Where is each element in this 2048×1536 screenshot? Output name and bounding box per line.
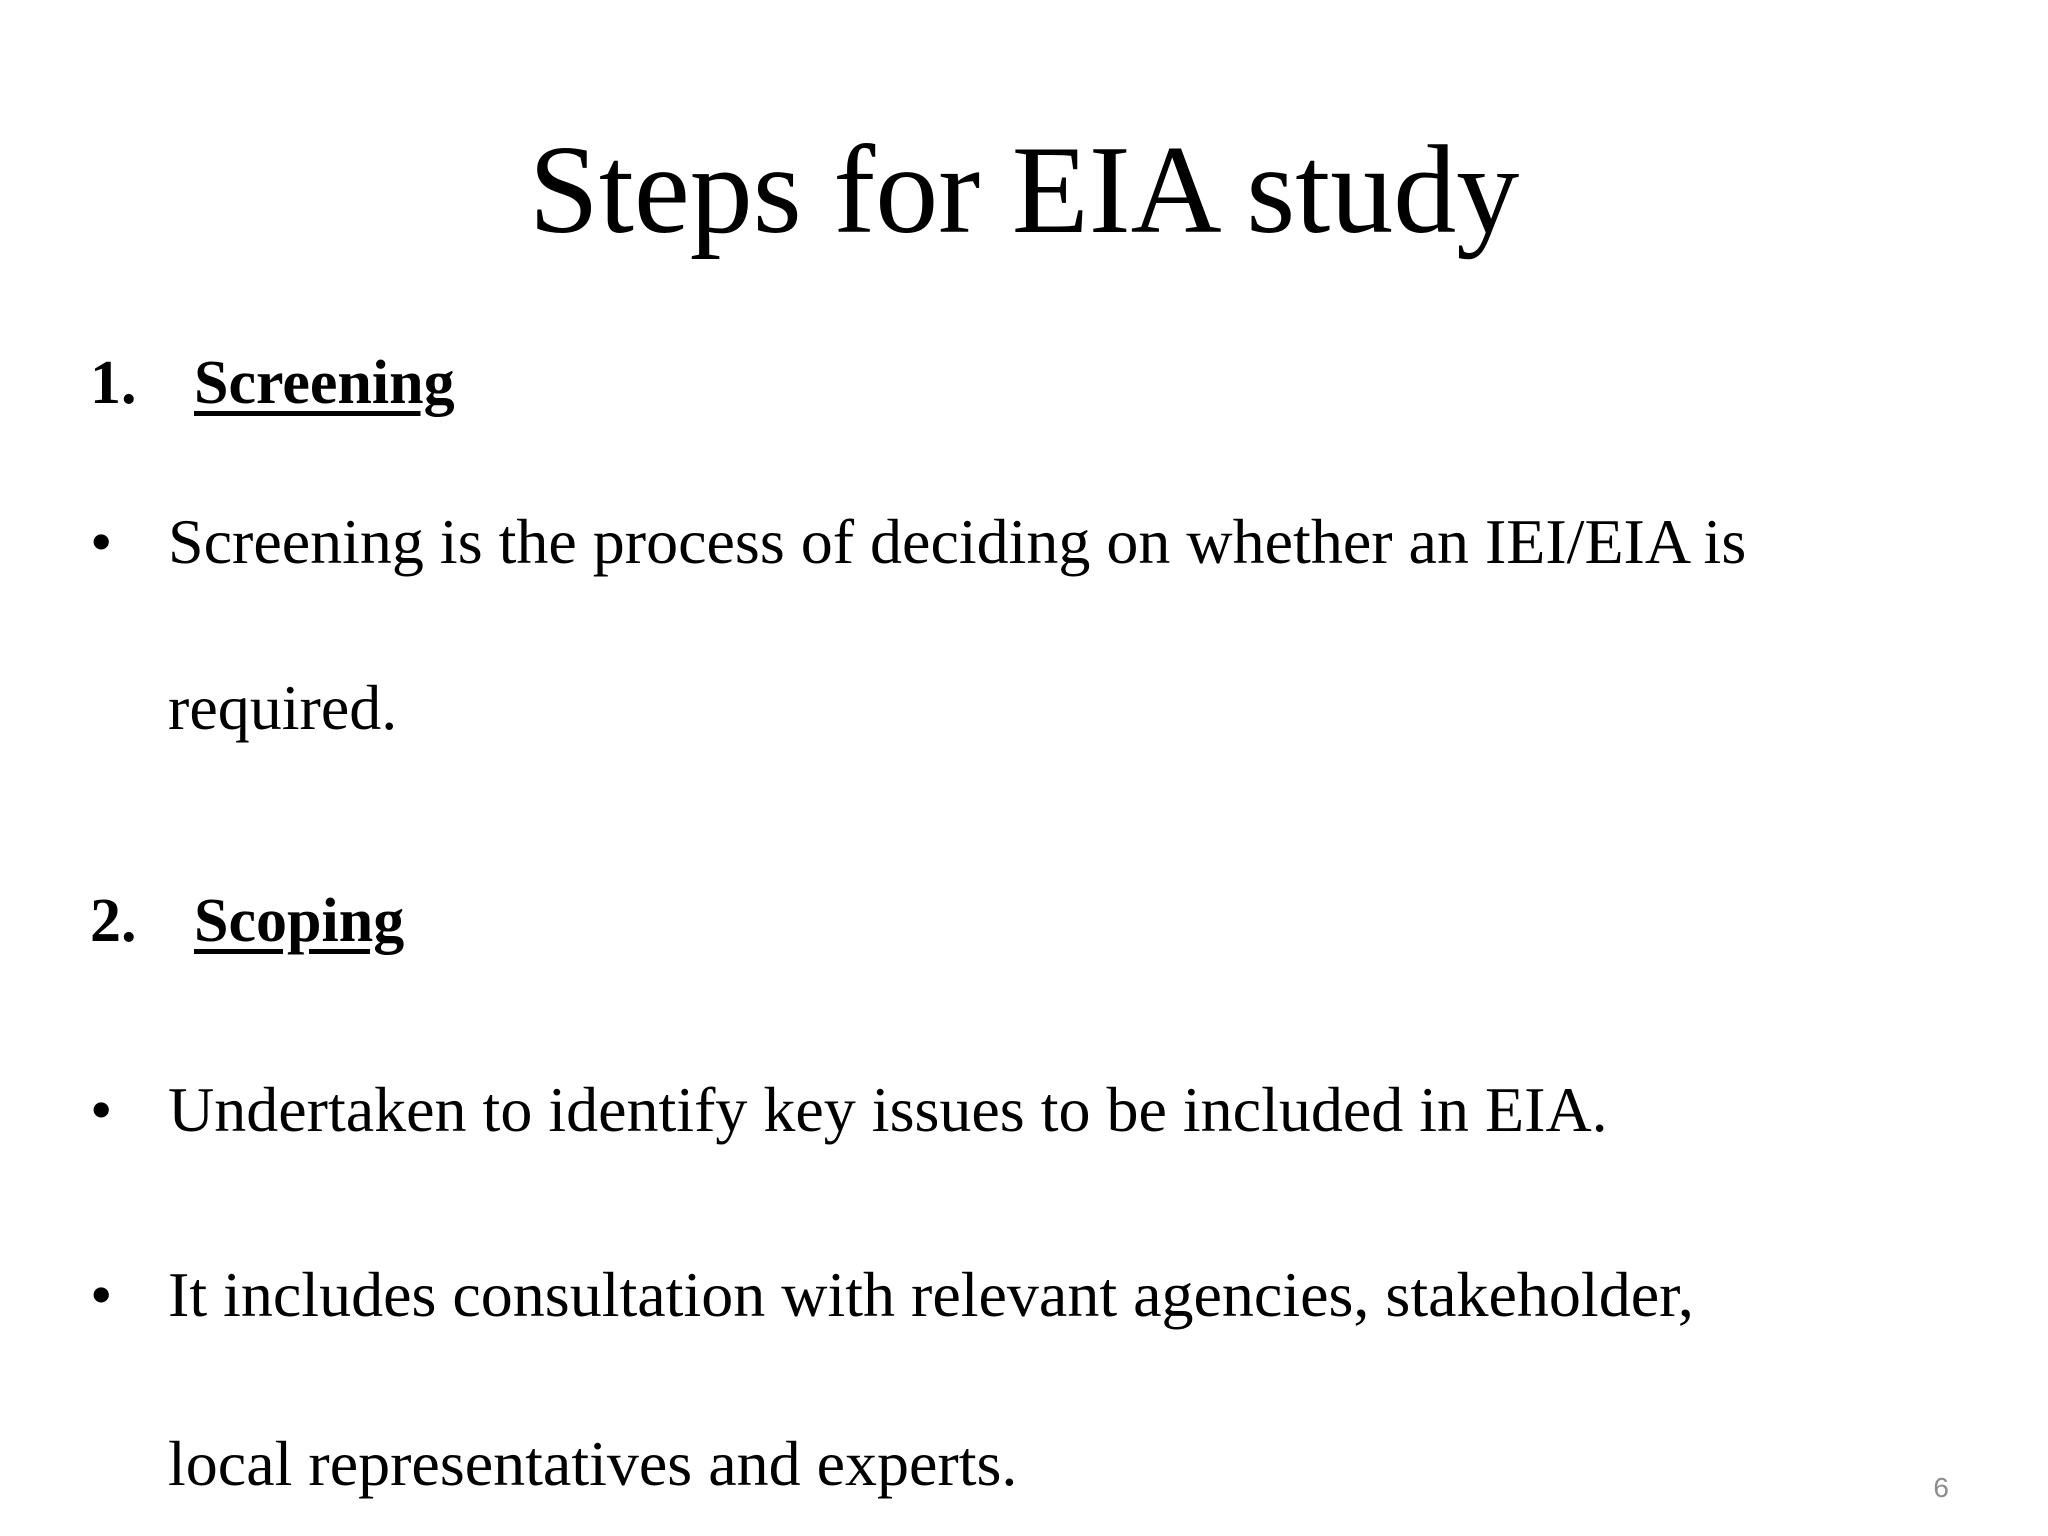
- bullet-text: It includes consultation with relevant agencies, stakeholder,: [168, 1259, 1694, 1330]
- slide-title: Steps for EIA study: [528, 121, 1520, 260]
- bullet-marker: •: [90, 1259, 113, 1330]
- bullet-continuation: required.: [168, 672, 398, 743]
- bullet-text: Undertaken to identify key issues to be included in EIA.: [168, 1074, 1608, 1145]
- bullet-item: [90, 1074, 1608, 1145]
- bullet-continuation: local representatives and experts.: [168, 1428, 1018, 1499]
- section-number: 2.: [90, 887, 137, 955]
- section-heading-screening: [90, 349, 455, 417]
- section-title: Scoping: [194, 887, 405, 955]
- bullet-item: [90, 1259, 1694, 1330]
- section-title: Screening: [194, 349, 455, 417]
- bullet-item: [90, 506, 1747, 577]
- bullet-text: Screening is the process of deciding on whether an IEI/EIA is: [168, 506, 1747, 577]
- section-heading-scoping: [90, 887, 405, 955]
- page-number: 6: [1933, 1472, 1949, 1503]
- bullet-marker: •: [90, 1074, 113, 1145]
- bullet-marker: •: [90, 506, 113, 577]
- section-number: 1.: [90, 349, 137, 417]
